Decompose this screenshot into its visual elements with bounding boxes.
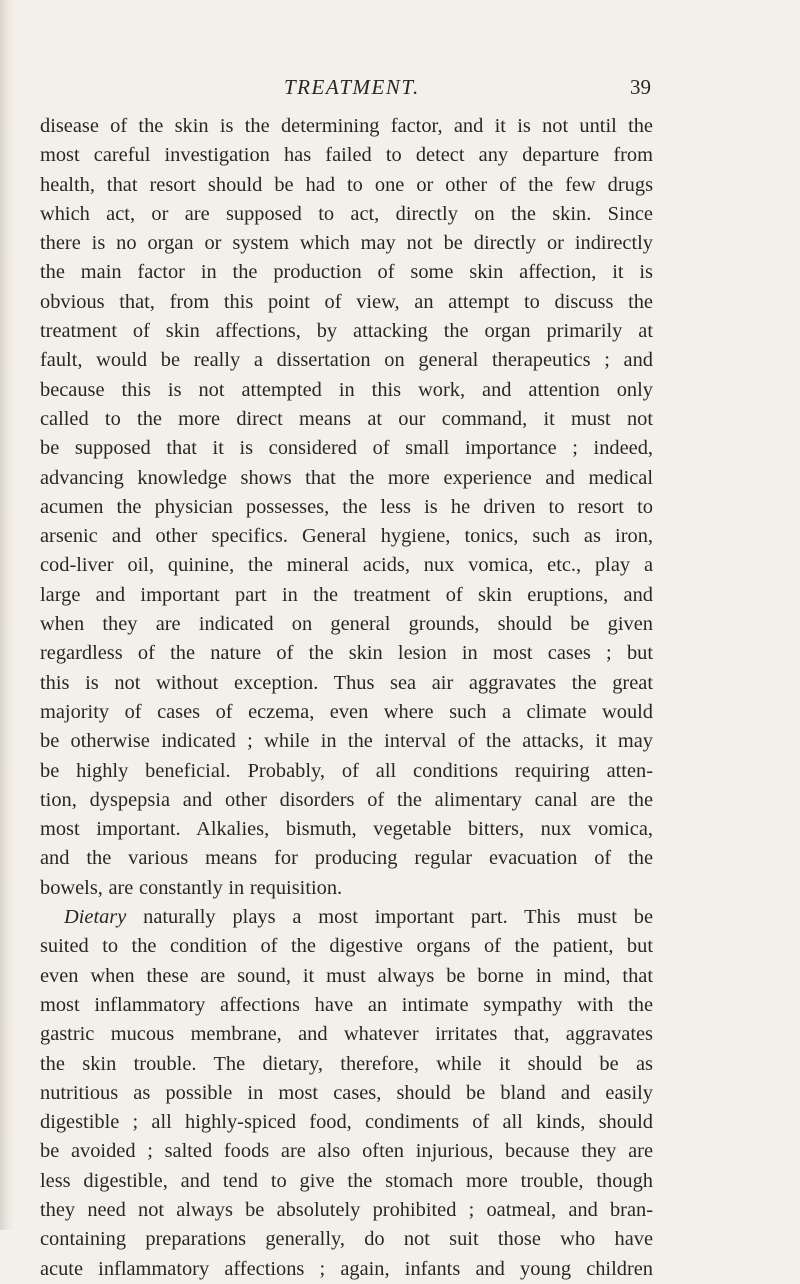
page-number: 39 [630, 75, 651, 99]
text-line: large and important part in the treatment of skin eruptions, and [40, 583, 653, 606]
text-line: be highly beneficial. Probably, of all conditions requiring atten- [40, 759, 653, 782]
body-text [40, 112, 653, 1284]
text-line: arsenic and other specifics. General hygiene, tonics, such as iron, [40, 525, 653, 548]
text-line: called to the more direct means at our command, it must not [40, 407, 653, 430]
text-line: the skin trouble. The dietary, therefore, while it should be as [40, 1052, 653, 1075]
text-line: treatment of skin affections, by attacking the organ primarily at [40, 320, 653, 343]
running-title: TREATMENT. [284, 75, 420, 99]
text-line: majority of cases of eczema, even where such a climate would [40, 700, 653, 723]
text-line: advancing knowledge shows that the more experience and medical [40, 466, 653, 489]
text-line: health, that resort should be had to one or other of the few drugs [40, 173, 653, 196]
text-line: which act, or are supposed to act, directly on the skin. Since [40, 202, 653, 225]
text-line: be otherwise indicated ; while in the interval of the attacks, it may [40, 730, 653, 753]
running-head [0, 72, 800, 102]
text-line: less digestible, and tend to give the stomach more trouble, though [40, 1169, 653, 1192]
dietary-italic-term: Dietary [64, 906, 127, 929]
text-line: be avoided ; salted foods are also often injurious, because they are [40, 1140, 653, 1163]
text-line: when they are indicated on general grounds, should be given [40, 613, 653, 636]
text-line: nutritious as possible in most cases, should be bland and easily [40, 1081, 653, 1104]
text-line: even when these are sound, it must always be borne in mind, that [40, 964, 653, 987]
text-line: cod-liver oil, quinine, the mineral acids, nux vomica, etc., play a [40, 554, 653, 577]
text-line: and the various means for producing regular evacuation of the [40, 847, 653, 870]
text-line: most careful investigation has failed to detect any departure from [40, 144, 653, 167]
text-line: most important. Alkalies, bismuth, vegetable bitters, nux vomica, [40, 818, 653, 841]
text-line: acumen the physician possesses, the less is he driven to resort to [40, 495, 653, 518]
text-line: fault, would be really a dissertation on general therapeutics ; and [40, 349, 653, 372]
text-line: suited to the condition of the digestive organs of the patient, but [40, 935, 653, 958]
text-line: there is no organ or system which may not be directly or indirectly [40, 232, 653, 255]
text-line: most inflammatory affections have an intimate sympathy with the [40, 993, 653, 1016]
text-line: regardless of the nature of the skin lesion in most cases ; but [40, 642, 653, 665]
text-line: bowels, are constantly in requisition. [40, 876, 343, 899]
paragraph-first-line [40, 903, 653, 932]
text-line: gastric mucous membrane, and whatever irritates that, aggravates [40, 1023, 653, 1046]
text-line: they need not always be absolutely prohibited ; oatmeal, and bran- [40, 1198, 653, 1221]
text-line: tion, dyspepsia and other disorders of the alimentary canal are the [40, 788, 653, 811]
text-line: be supposed that it is considered of small importance ; indeed, [40, 437, 653, 460]
text-line: the main factor in the production of some skin affection, it is [40, 261, 653, 284]
text-line: obvious that, from this point of view, an attempt to discuss the [40, 290, 653, 313]
page-gutter-shadow [0, 0, 14, 1230]
text-line: acute inflammatory affections ; again, infants and young children [40, 1257, 653, 1280]
text-line: digestible ; all highly-spiced food, condiments of all kinds, should [40, 1111, 653, 1134]
text-line: disease of the skin is the determining factor, and it is not until the [40, 115, 653, 137]
text-line: because this is not attempted in this work, and attention only [40, 378, 653, 401]
text-line: this is not without exception. Thus sea air aggravates the great [40, 671, 653, 694]
text-line: containing preparations generally, do not suit those who have [40, 1228, 653, 1251]
text-fragment: naturally plays a most important part. This must be [126, 906, 653, 929]
